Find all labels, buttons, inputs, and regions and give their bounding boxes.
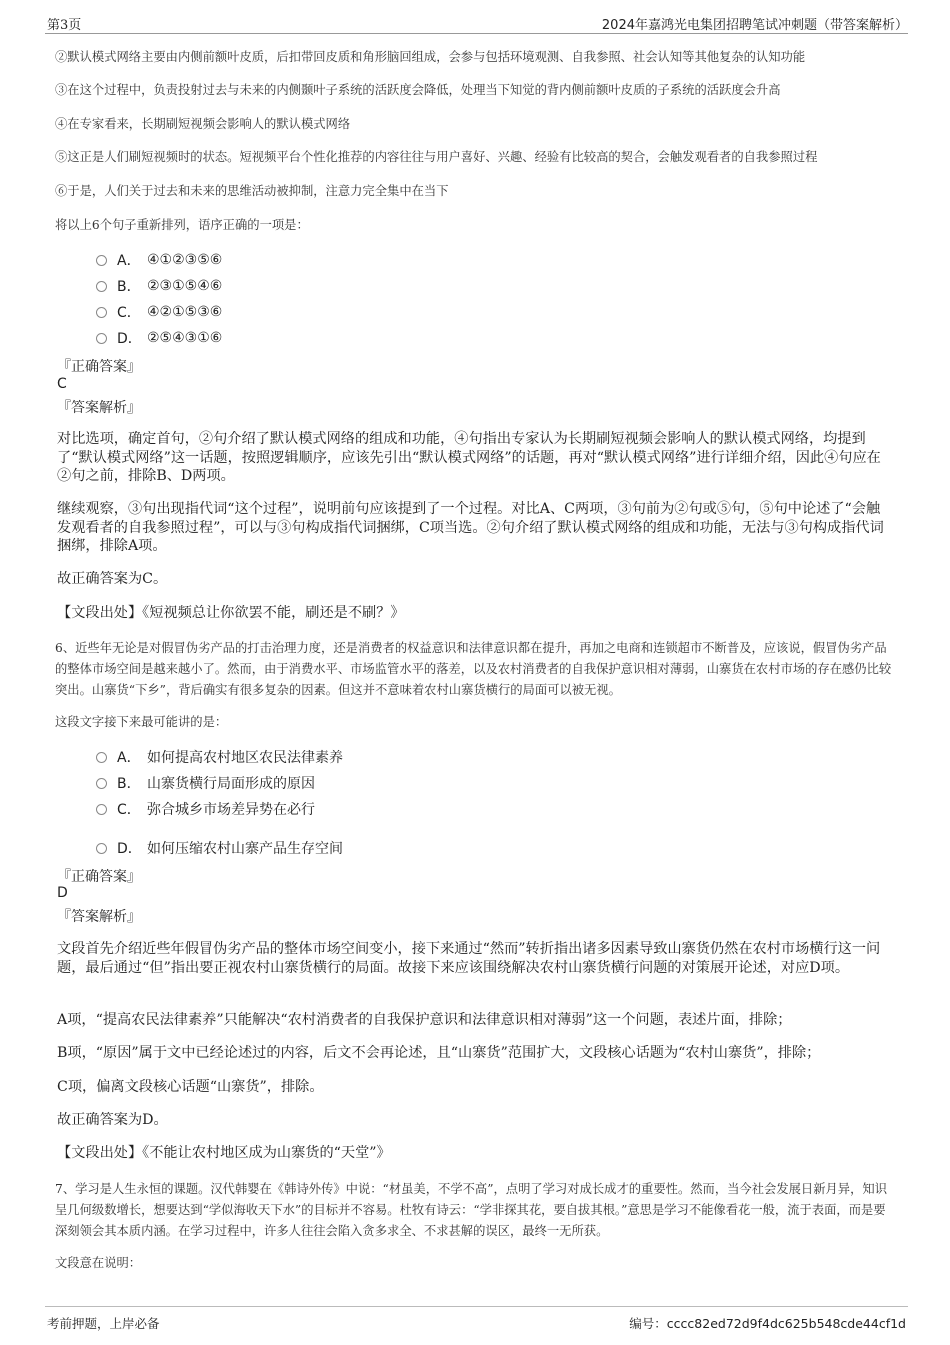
q5-statement-2: ②默认模式网络主要由内侧前额叶皮质，后扣带回皮质和角形脑回组成，会参与包括环境观测、自我参照、社会认知等其他复杂的认知功能 — [55, 50, 806, 64]
q6-source: 【文段出处】《不能让农村地区成为山寨货的“天堂”》 — [57, 1145, 391, 1161]
q5-statement-4: ④在专家看来，长期刷短视频会影响人的默认模式网络 — [55, 117, 351, 131]
q5-option-b[interactable] — [96, 276, 222, 296]
q6-option-c[interactable] — [96, 799, 315, 819]
q6-answer: D — [57, 885, 68, 901]
q6-option-a[interactable] — [96, 747, 343, 767]
option-text: 如何压缩农村山寨产品生存空间 — [147, 841, 343, 857]
q5-analysis-paragraph: 继续观察，③句出现指代词“这个过程”，说明前句应该提到了一个过程。对比A、C两项，③句前为②句或⑤句，⑤句中论述了“会触发观看者的自我参照过程”，可以与③句构成指代词捆绑，C项当选。②句介绍了默认模式网络的组成和功能，无法与③句构成指代词捆绑，排除A项。 — [57, 501, 884, 554]
option-text: 如何提高农村地区农民法律素养 — [147, 750, 343, 766]
q5-answer: C — [57, 376, 67, 392]
document-title: 2024年嘉鸿光电集团招聘笔试冲刺题（带答案解析） — [601, 18, 908, 33]
q6-analysis-option-a: A项，“提高农民法律素养”只能解决“农村消费者的自我保护意识和法律意识相对薄弱”这一个问题，表述片面，排除； — [57, 1012, 792, 1028]
q5-statement-5: ⑤这正是人们刷短视频时的状态。短视频平台个性化推荐的内容往往与用户喜好、兴趣、经验有比较高的契合，会触发观看者的自我参照过程 — [55, 150, 818, 164]
radio-icon[interactable] — [96, 778, 107, 789]
q5-answer-label: 『正确答案』 — [57, 359, 141, 375]
option-text: ②③①⑤④⑥ — [147, 278, 223, 294]
option-letter: C． — [117, 305, 141, 321]
q5-option-a[interactable] — [96, 250, 222, 270]
q6-answer-label: 『正确答案』 — [57, 869, 141, 885]
q6-analysis-option-b: B项，“原因”属于文中已经论述过的内容，后文不会再论述，且“山寨货”范围扩大，文段核心话题为“农村山寨货”，排除； — [57, 1045, 821, 1061]
footer-code — [629, 1314, 906, 1332]
q6-analysis-option-c: C项，偏离文段核心话题“山寨货”，排除。 — [57, 1079, 324, 1095]
q5-option-d[interactable] — [96, 328, 222, 348]
option-letter: D． — [117, 331, 142, 347]
q6-stem: 6、近些年无论是对假冒伪劣产品的打击治理力度，还是消费者的权益意识和法律意识都在提升，再加之电商和连锁超市不断普及，应该说，假冒伪劣产品的整体市场空间是越来越小了。然而，由于消费水平、市场监管水平的落差，以及农村消费者的自我保护意识相对薄弱，山寨货在农村市场的存在感仍比较突出。山寨货“下乡”，背后确实有很多复杂的因素。但这并不意味着农村山寨货横行的局面可以被无视。 — [55, 641, 892, 697]
q6-option-d[interactable] — [96, 838, 343, 858]
footer-divider — [45, 1306, 908, 1307]
header-divider — [45, 33, 908, 34]
option-letter: B． — [117, 279, 141, 295]
q6-option-b[interactable] — [96, 773, 315, 793]
option-text: ④①②③⑤⑥ — [147, 252, 223, 268]
q5-prompt: 将以上6个句子重新排列，语序正确的一项是： — [55, 218, 309, 232]
q7-stem: 7、学习是人生永恒的课题。汉代韩婴在《韩诗外传》中说：“材虽美，不学不高”，点明了学习对成长成才的重要性。然而，当今社会发展日新月异，知识呈几何级数增长，想要达到“学似海收天下水”的目标并不容易。杜牧有诗云：“学非探其花，要自拔其根。”意思是学习不能像看花一般，流于表面，而是要深刻领会其本质内涵。在学习过程中，许多人往往会陷入贪多求全、不求甚解的误区，最终一无所获。 — [55, 1182, 887, 1238]
q6-prompt: 这段文字接下来最可能讲的是： — [55, 715, 228, 729]
q7-prompt: 文段意在说明： — [55, 1256, 142, 1270]
radio-icon[interactable] — [96, 255, 107, 266]
radio-icon[interactable] — [96, 307, 107, 318]
option-letter: A． — [117, 750, 141, 766]
radio-icon[interactable] — [96, 752, 107, 763]
radio-icon[interactable] — [96, 804, 107, 815]
footer-slogan: 考前押题，上岸必备 — [47, 1316, 160, 1331]
radio-icon[interactable] — [96, 281, 107, 292]
option-text: 弥合城乡市场差异势在必行 — [147, 802, 315, 818]
option-text: 山寨货横行局面形成的原因 — [147, 776, 315, 792]
option-letter: B． — [117, 776, 141, 792]
q5-statement-6: ⑥于是，人们关于过去和未来的思维活动被抑制，注意力完全集中在当下 — [55, 184, 449, 198]
option-letter: A． — [117, 253, 141, 269]
option-text: ④②①⑤③⑥ — [147, 304, 223, 320]
q6-analysis-label: 『答案解析』 — [57, 909, 141, 925]
radio-icon[interactable] — [96, 333, 107, 344]
q5-analysis-paragraph: 对比选项，确定首句，②句介绍了默认模式网络的组成和功能，④句指出专家认为长期刷短视频会影响人的默认模式网络，均提到了“默认模式网络”这一话题，按照逻辑顺序，应该先引出“默认模式网络”的话题，再对“默认模式网络”进行详细介绍，因此④句应在②句之前，排除B、D两项。 — [57, 431, 881, 484]
option-letter: C． — [117, 802, 141, 818]
radio-icon[interactable] — [96, 843, 107, 854]
page-number: 第3页 — [47, 18, 82, 33]
q5-analysis-conclusion: 故正确答案为C。 — [57, 571, 168, 587]
option-text: ②⑤④③①⑥ — [147, 330, 223, 346]
footer-code-value: cccc82ed72d9f4dc625b548cde44cf1d — [666, 1316, 906, 1331]
q5-statement-3: ③在这个过程中，负责投射过去与未来的内侧颞叶子系统的活跃度会降低，处理当下知觉的背内侧前额叶皮质的子系统的活跃度会升高 — [55, 83, 781, 97]
option-letter: D． — [117, 841, 142, 857]
footer-code-label: 编号： — [629, 1316, 667, 1331]
q5-source: 【文段出处】《短视频总让你欲罢不能，刷还是不刷？》 — [57, 605, 405, 621]
q5-analysis-label: 『答案解析』 — [57, 400, 141, 416]
q5-option-c[interactable] — [96, 302, 222, 322]
q6-analysis-conclusion: 故正确答案为D。 — [57, 1112, 168, 1128]
q6-analysis-paragraph: 文段首先介绍近些年假冒伪劣产品的整体市场空间变小，接下来通过“然而”转折指出诸多因素导致山寨货仍然在农村市场横行这一问题，最后通过“但”指出要正视农村山寨货横行的局面。故接下来应该围绕解决农村山寨货横行问题的对策展开论述，对应D项。 — [57, 941, 881, 976]
